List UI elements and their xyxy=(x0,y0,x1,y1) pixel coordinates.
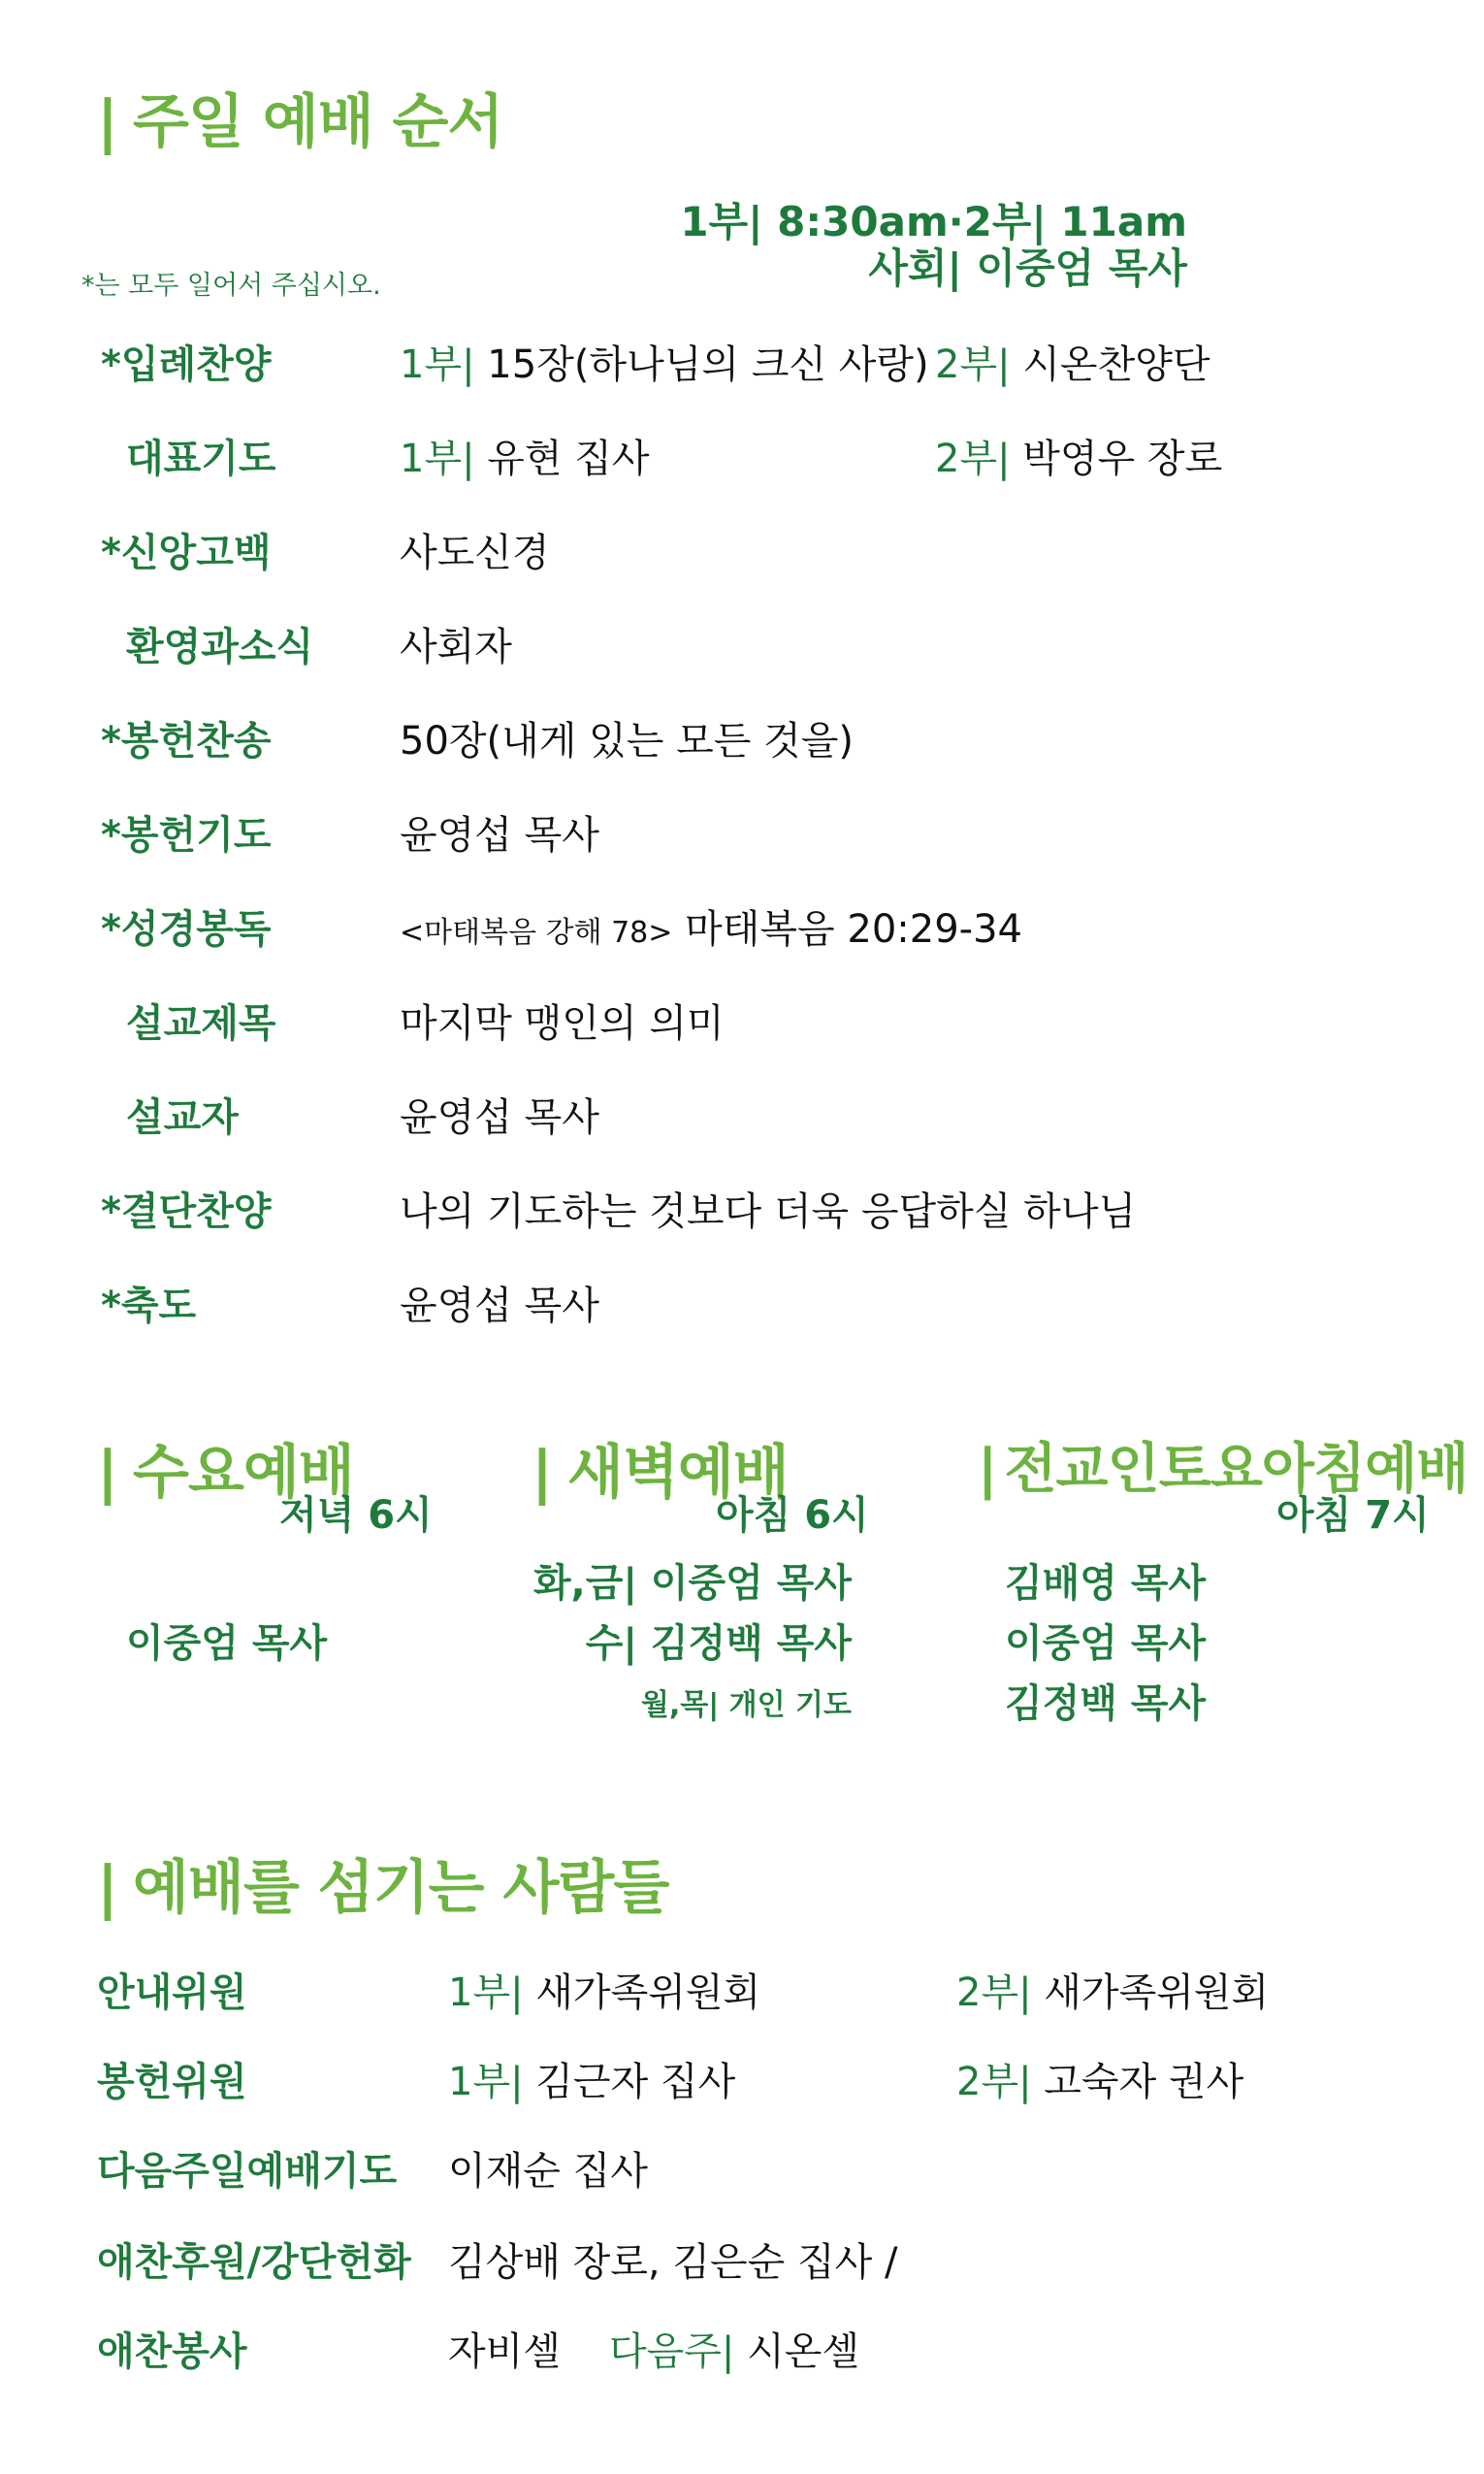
server-value-text: 김상배 장로, 김은순 집사 / xyxy=(448,2240,898,2285)
part-prefix: 다음주| xyxy=(609,2329,735,2374)
order-value-text: 나의 기도하는 것보다 더욱 응답하실 하나님 xyxy=(400,1189,1137,1234)
server-value-second xyxy=(609,2321,859,2376)
morning-leader-1: 김배영 목사 xyxy=(1005,1561,1207,1606)
order-value xyxy=(400,428,650,483)
dawn-line-3: 월,목| 개인 기도 xyxy=(640,1688,852,1722)
order-label: *결단찬양 xyxy=(101,1189,272,1234)
order-value-text: 사회자 xyxy=(400,625,512,669)
dawn-line-2: 수| 김정백 목사 xyxy=(585,1621,852,1666)
order-value-text: 15장(하나님의 크신 사랑) xyxy=(487,342,929,387)
server-value xyxy=(448,2140,648,2196)
order-value xyxy=(400,710,854,765)
order-label: *봉헌찬송 xyxy=(101,719,272,764)
title-bar: | xyxy=(532,1439,552,1507)
order-label: *성경봉독 xyxy=(101,907,272,952)
server-value xyxy=(448,2321,561,2376)
order-value-text: 윤영섭 목사 xyxy=(400,813,599,858)
standing-note: *는 모두 일어서 주십시오. xyxy=(81,271,381,301)
part-prefix: 1부| xyxy=(448,1970,524,2015)
order-value xyxy=(400,1181,1136,1236)
server-label: 애찬봉사 xyxy=(97,2329,247,2374)
service-times: 1부| 8:30am·2부| 11am xyxy=(680,198,1187,245)
order-value-text: 시온찬양단 xyxy=(1022,342,1210,387)
title-bar: | xyxy=(97,1439,117,1507)
dawn-line-1: 화,금| 이중엄 목사 xyxy=(532,1561,852,1606)
order-value-text: 윤영섭 목사 xyxy=(400,1284,599,1328)
title-bar: | xyxy=(978,1438,997,1501)
server-value-text: 이재순 집사 xyxy=(448,2149,648,2194)
server-value-text: 새가족위원회 xyxy=(535,1970,761,2015)
server-value-text: 새가족위원회 xyxy=(1044,1970,1270,2015)
server-label: 애찬후원/강단헌화 xyxy=(97,2240,411,2285)
order-value xyxy=(400,1275,599,1330)
morning-title-text: 전교인토요아침예배 xyxy=(1004,1438,1468,1501)
service-host: 사회| 이중엄 목사 xyxy=(868,244,1187,292)
server-value-second xyxy=(956,2051,1243,2106)
dawn-title-text: 새벽예배 xyxy=(566,1439,789,1507)
order-value-second xyxy=(935,428,1222,483)
order-value xyxy=(400,898,1022,954)
sunday-title xyxy=(97,76,502,159)
order-value-text: 마태복음 20:29-34 xyxy=(685,907,1023,952)
scripture-series: <마태복음 강해 78> xyxy=(400,916,673,950)
order-label: *입례찬양 xyxy=(101,342,272,387)
order-value-text: 박영우 장로 xyxy=(1022,437,1223,481)
order-label: *축도 xyxy=(101,1284,197,1328)
wednesday-leader: 이중엄 목사 xyxy=(126,1621,328,1666)
order-label: *신앙고백 xyxy=(101,531,272,575)
server-value-text: 자비셀 xyxy=(448,2329,561,2374)
server-label: 안내위원 xyxy=(97,1970,247,2015)
servers-title-text: 예배를 섬기는 사람들 xyxy=(132,1854,669,1922)
order-value-text: 사도신경 xyxy=(400,531,550,575)
order-value-text: 윤영섭 목사 xyxy=(400,1095,599,1140)
part-prefix: 1부| xyxy=(400,342,475,387)
wednesday-time: 저녁 6시 xyxy=(279,1493,433,1538)
order-label: *봉헌기도 xyxy=(101,813,272,858)
server-value-text: 시온셀 xyxy=(747,2329,860,2374)
sunday-title-text: 주일 예배 순서 xyxy=(132,88,503,156)
part-prefix: 2부| xyxy=(956,1970,1032,2015)
order-value xyxy=(400,522,550,577)
server-value-second xyxy=(956,1962,1269,2017)
title-bar: | xyxy=(97,1854,117,1922)
morning-time: 아침 7시 xyxy=(1276,1493,1430,1538)
morning-leader-2: 이중엄 목사 xyxy=(1005,1621,1207,1666)
order-value-text: 유현 집사 xyxy=(487,437,650,481)
part-prefix: 1부| xyxy=(400,437,475,481)
order-value-second xyxy=(935,334,1210,389)
wednesday-title-text: 수요예배 xyxy=(132,1439,354,1507)
dawn-time: 아침 6시 xyxy=(716,1493,869,1538)
title-bar: | xyxy=(97,88,117,156)
server-label: 봉헌위원 xyxy=(97,2060,247,2104)
order-value xyxy=(400,616,512,671)
part-prefix: 2부| xyxy=(935,342,1011,387)
server-value xyxy=(448,1962,760,2017)
order-value xyxy=(400,334,929,389)
server-value xyxy=(448,2051,735,2106)
morning-leader-3: 김정백 목사 xyxy=(1005,1681,1207,1726)
order-value-text: 마지막 맹인의 의미 xyxy=(400,1001,725,1046)
server-value-text: 김근자 집사 xyxy=(535,2060,736,2104)
order-label: 환영과소식 xyxy=(126,625,314,669)
order-value-text: 50장(내게 있는 모든 것을) xyxy=(400,719,855,764)
part-prefix: 2부| xyxy=(956,2060,1032,2104)
server-value-text: 고숙자 권사 xyxy=(1044,2060,1244,2104)
part-prefix: 1부| xyxy=(448,2060,524,2104)
part-prefix: 2부| xyxy=(935,437,1011,481)
order-label: 설교자 xyxy=(126,1095,239,1140)
order-value xyxy=(400,993,725,1048)
order-label: 대표기도 xyxy=(126,437,276,481)
order-value xyxy=(400,804,599,860)
order-label: 설교제목 xyxy=(126,1001,276,1046)
server-label: 다음주일예배기도 xyxy=(97,2149,398,2194)
servers-title xyxy=(97,1841,668,1925)
server-value xyxy=(448,2231,897,2287)
order-value xyxy=(400,1087,599,1142)
